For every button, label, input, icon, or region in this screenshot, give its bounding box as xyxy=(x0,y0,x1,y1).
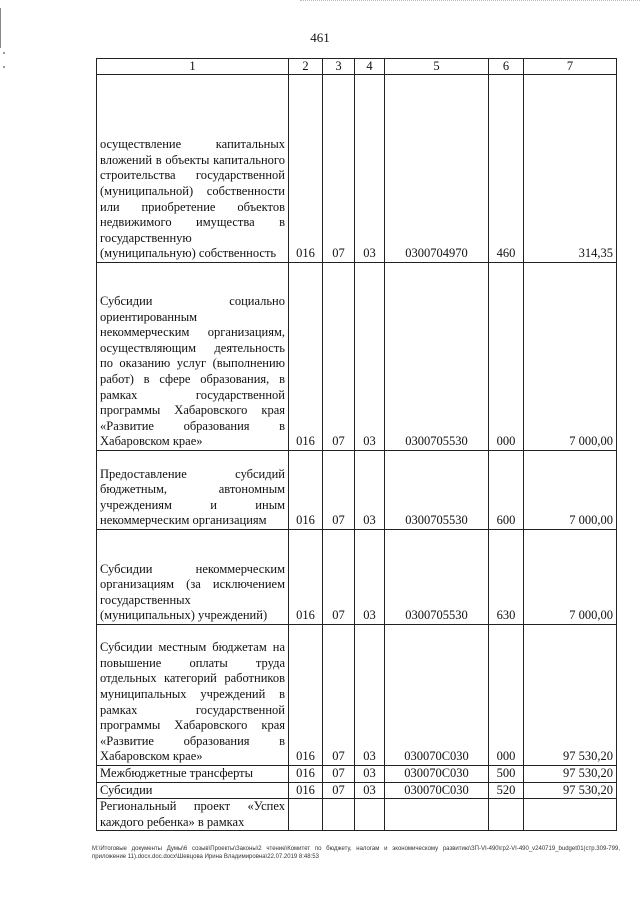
cell-section: 07 xyxy=(323,530,355,625)
table-row xyxy=(97,75,617,263)
cell-subsection: 03 xyxy=(355,782,385,799)
cell-target-article: 0300705530 xyxy=(385,451,489,530)
cell-target-article: 0300705530 xyxy=(385,530,489,625)
cell-target-article: 030070С030 xyxy=(385,782,489,799)
table-row xyxy=(97,451,617,530)
cell-expense-type: 000 xyxy=(489,263,524,451)
cell-expense-type xyxy=(489,799,524,831)
cell-subsection: 03 xyxy=(355,766,385,783)
cell-target-article: 030070С030 xyxy=(385,625,489,766)
cell-amount: 97 530,20 xyxy=(524,782,617,799)
cell-section: 07 xyxy=(323,782,355,799)
row-description: Субсидии социально ориентированным некоммерческим организациям, осуществляющим деятельность по оказанию услуг (выполнению работ) в сфере образования, в рамках государственной программы Хабаровского края «Развитие образования в Хабаровском крае» xyxy=(97,263,289,451)
footer-file-path: М:\Итоговые документы Думы\6 созыв\Проекты\Законы\2 чтение\Комитет по бюджету, налогам и экономическому развитию\ЗП-VI-490\гр2-VI-490_v240719_budget01(стр.309-799, приложение 11).docx.doc.docx\Шевцова Ирина Владимировна\22.07.2019 8:48:53 xyxy=(92,846,620,860)
cell-target-article: 0300704970 xyxy=(385,75,489,263)
cell-subsection xyxy=(355,799,385,831)
scan-left-tick xyxy=(3,66,5,68)
cell-section: 07 xyxy=(323,451,355,530)
cell-ministry xyxy=(289,799,323,831)
row-description: Субсидии некоммерческим организациям (за исключением государственных (муниципальных) учреждений) xyxy=(97,530,289,625)
row-description: Субсидии xyxy=(97,782,289,799)
cell-expense-type: 500 xyxy=(489,766,524,783)
table-row xyxy=(97,625,617,766)
col-header-4: 4 xyxy=(355,59,385,75)
table-row xyxy=(97,799,617,831)
cell-section: 07 xyxy=(323,263,355,451)
cell-target-article: 0300705530 xyxy=(385,263,489,451)
cell-expense-type: 630 xyxy=(489,530,524,625)
row-description: Межбюджетные трансферты xyxy=(97,766,289,783)
row-description: Предоставление субсидий бюджетным, автономным учреждениям и иным некоммерческим организациям xyxy=(97,451,289,530)
row-description: Региональный проект «Успех каждого ребенка» в рамках xyxy=(97,799,289,831)
cell-amount: 7 000,00 xyxy=(524,263,617,451)
cell-amount: 97 530,20 xyxy=(524,625,617,766)
cell-target-article: 030070С030 xyxy=(385,766,489,783)
scan-top-edge xyxy=(300,0,640,3)
cell-section: 07 xyxy=(323,75,355,263)
cell-ministry: 016 xyxy=(289,782,323,799)
col-header-3: 3 xyxy=(323,59,355,75)
cell-amount xyxy=(524,799,617,831)
cell-ministry: 016 xyxy=(289,625,323,766)
cell-expense-type: 000 xyxy=(489,625,524,766)
cell-amount: 97 530,20 xyxy=(524,766,617,783)
header-row xyxy=(97,59,617,75)
cell-ministry: 016 xyxy=(289,451,323,530)
cell-ministry: 016 xyxy=(289,263,323,451)
col-header-1: 1 xyxy=(97,59,289,75)
cell-ministry: 016 xyxy=(289,530,323,625)
budget-table xyxy=(96,58,617,831)
page-number: 461 xyxy=(310,30,330,45)
cell-subsection: 03 xyxy=(355,75,385,263)
cell-subsection: 03 xyxy=(355,263,385,451)
table-row xyxy=(97,766,617,783)
cell-amount: 7 000,00 xyxy=(524,530,617,625)
cell-subsection: 03 xyxy=(355,625,385,766)
cell-target-article xyxy=(385,799,489,831)
col-header-5: 5 xyxy=(385,59,489,75)
cell-expense-type: 460 xyxy=(489,75,524,263)
cell-amount: 314,35 xyxy=(524,75,617,263)
table-row xyxy=(97,530,617,625)
col-header-7: 7 xyxy=(524,59,617,75)
scan-left-tick xyxy=(3,52,5,54)
col-header-2: 2 xyxy=(289,59,323,75)
cell-ministry: 016 xyxy=(289,766,323,783)
cell-ministry: 016 xyxy=(289,75,323,263)
cell-section: 07 xyxy=(323,625,355,766)
table-row xyxy=(97,782,617,799)
cell-amount: 7 000,00 xyxy=(524,451,617,530)
row-description: осуществление капитальных вложений в объекты капитального строительства государственной (муниципальной) собственности или приобретение объектов недвижимого имущества в государственную (муниципальную) собственность xyxy=(97,75,289,263)
cell-expense-type: 520 xyxy=(489,782,524,799)
cell-subsection: 03 xyxy=(355,530,385,625)
col-header-6: 6 xyxy=(489,59,524,75)
row-description: Субсидии местным бюджетам на повышение оплаты труда отдельных категорий работников муниципальных учреждений в рамках государственной программы Хабаровского края «Развитие образования в Хабаровском крае» xyxy=(97,625,289,766)
cell-expense-type: 600 xyxy=(489,451,524,530)
cell-subsection: 03 xyxy=(355,451,385,530)
cell-section: 07 xyxy=(323,766,355,783)
table-row xyxy=(97,263,617,451)
cell-section xyxy=(323,799,355,831)
